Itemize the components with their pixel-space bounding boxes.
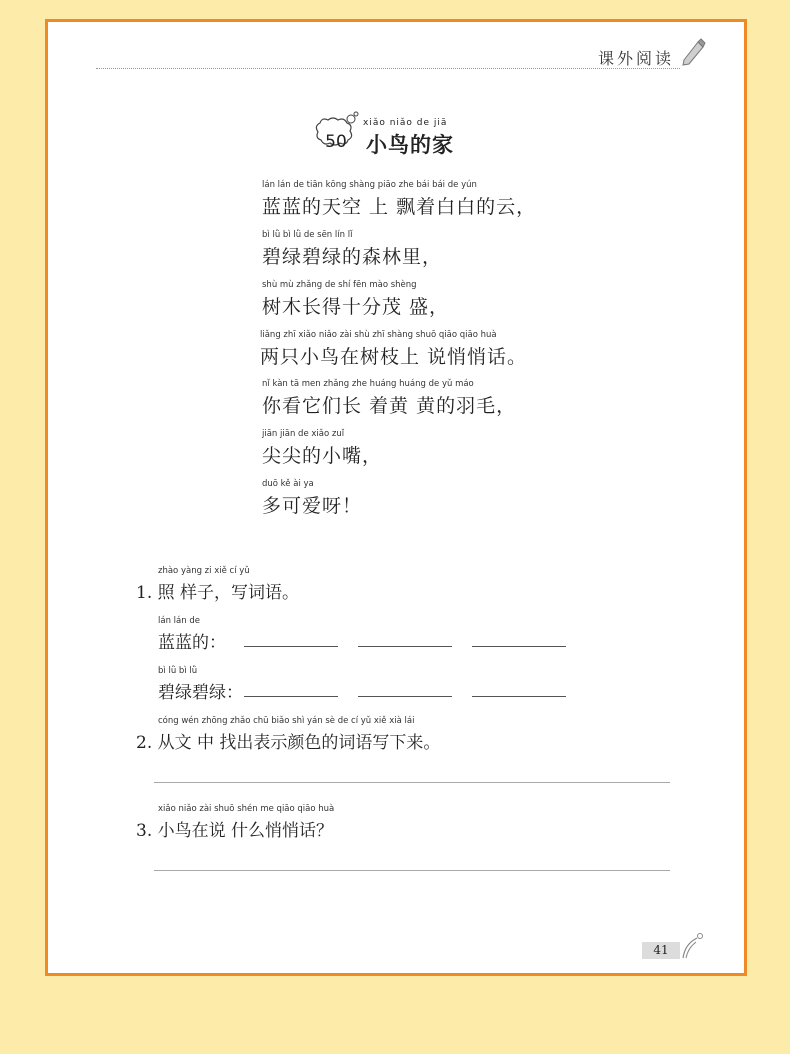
poem-line-pinyin: nǐ kàn tā men zhǎng zhe huáng huáng de yǔ máo (262, 379, 474, 389)
page-number: 41 (642, 942, 680, 959)
q1-item (158, 616, 226, 653)
poem-line-pinyin: duō kě ài ya (262, 479, 314, 489)
section-header: 课外阅读 (597, 49, 674, 68)
poem-line (262, 230, 442, 269)
poem-line-text: 多可爱呀！ (262, 495, 363, 517)
poem-line-text: 尖尖的小嘴， (262, 445, 383, 467)
question-1-text: 1. 照 样子，写词语。 (136, 583, 300, 603)
poem-line-text: 你看它们长 着黄 黄的羽毛， (262, 395, 517, 417)
poem-line-text: 碧绿碧绿的森林里， (262, 246, 443, 268)
question-1-pinyin: zhào yàng zi xiě cí yǔ (158, 566, 250, 576)
lesson-number: 50 (325, 132, 347, 152)
poem-line (260, 330, 527, 369)
answer-blank[interactable] (472, 646, 566, 647)
poem-line (262, 280, 449, 319)
answer-line[interactable] (154, 782, 670, 783)
poem-line (262, 379, 516, 418)
question-2 (136, 716, 440, 753)
answer-blank[interactable] (472, 696, 566, 697)
poem-line-text: 两只小鸟在树枝上 说悄悄话。 (260, 346, 528, 368)
question-2-text: 2. 从文 中 找出表示颜色的词语写下来。 (136, 733, 441, 753)
question-1 (136, 566, 299, 603)
lesson-title-pinyin: xiǎo niǎo de jiā (363, 118, 448, 128)
lesson-title: 小鸟的家 (366, 132, 454, 157)
poem-line (262, 180, 536, 219)
q1-item (158, 666, 243, 703)
poem-line-pinyin: jiān jiān de xiǎo zuǐ (262, 429, 345, 439)
q1-item-pinyin: lán lán de (158, 616, 200, 626)
q1-item-text: 蓝蓝的： (158, 633, 226, 653)
decorative-curl-icon (680, 932, 704, 960)
header-divider (96, 68, 680, 69)
poem-line-text: 蓝蓝的天空 上 飘着白白的云， (262, 196, 537, 218)
answer-blank[interactable] (244, 696, 338, 697)
question-3 (136, 804, 334, 841)
question-2-pinyin: cóng wén zhōng zhǎo chū biǎo shì yán sè de cí yǔ xiě xià lái (158, 716, 415, 726)
workbook-page (45, 19, 747, 976)
q1-item-text: 碧绿碧绿： (158, 683, 243, 703)
poem-line-pinyin: shù mù zhǎng de shí fēn mào shèng (262, 280, 417, 290)
poem-line (262, 429, 382, 468)
pencil-icon (680, 38, 706, 66)
answer-blank[interactable] (358, 696, 452, 697)
poem-line-pinyin: bì lǜ bì lǜ de sēn lín lǐ (262, 230, 353, 240)
poem-line-text: 树木长得十分茂 盛， (262, 296, 450, 318)
question-3-pinyin: xiǎo niǎo zài shuō shén me qiāo qiāo huà (158, 804, 335, 814)
q1-item-pinyin: bì lǜ bì lǜ (158, 666, 198, 676)
poem-line-pinyin: lán lán de tiān kōng shàng piāo zhe bái bái de yún (262, 180, 477, 190)
answer-blank[interactable] (244, 646, 338, 647)
poem-line (262, 479, 362, 518)
answer-blank[interactable] (358, 646, 452, 647)
question-3-text: 3. 小鸟在说 什么悄悄话？ (136, 821, 334, 841)
poem-line-pinyin: liǎng zhī xiǎo niǎo zài shù zhī shàng shuō qiāo qiāo huà (260, 330, 497, 340)
answer-line[interactable] (154, 870, 670, 871)
